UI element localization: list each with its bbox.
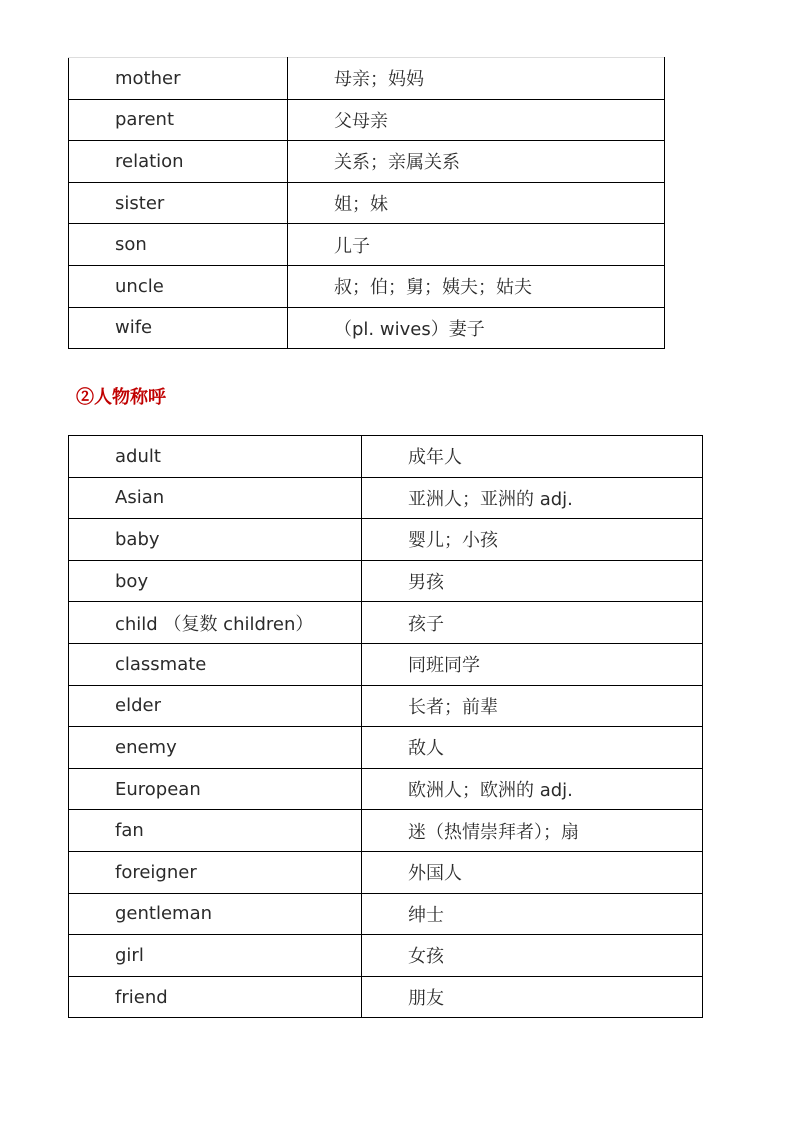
word-cell: parent [69,99,288,141]
meaning-cell: 孩子 [362,602,703,644]
meaning-cell: 女孩 [362,935,703,977]
table-row [69,810,703,852]
table-row [69,307,665,349]
word-cell: Asian [69,477,362,519]
table-row [69,560,703,602]
table-row [69,519,703,561]
meaning-cell: 亚洲人；亚洲的 adj. [362,477,703,519]
meaning-cell: 长者；前辈 [362,685,703,727]
table-row [69,99,665,141]
meaning-cell: 姐；妹 [288,182,665,224]
meaning-cell: 男孩 [362,560,703,602]
table-row [69,265,665,307]
word-cell: boy [69,560,362,602]
meaning-cell: 敌人 [362,727,703,769]
table-row [69,58,665,100]
meaning-cell: 外国人 [362,851,703,893]
word-cell: wife [69,307,288,349]
people-vocab-table [68,435,703,1018]
section-heading: ②人物称呼 [76,387,166,408]
word-cell: friend [69,976,362,1018]
table-row [69,602,703,644]
meaning-cell: 欧洲人；欧洲的 adj. [362,768,703,810]
word-cell: uncle [69,265,288,307]
meaning-cell: 绅士 [362,893,703,935]
word-cell: European [69,768,362,810]
meaning-cell: 朋友 [362,976,703,1018]
table-row [69,727,703,769]
word-cell: classmate [69,643,362,685]
table-row [69,893,703,935]
meaning-cell: 同班同学 [362,643,703,685]
word-cell: fan [69,810,362,852]
meaning-cell: 关系；亲属关系 [288,141,665,183]
table-row [69,141,665,183]
word-cell: foreigner [69,851,362,893]
meaning-cell: 叔；伯；舅；姨夫；姑夫 [288,265,665,307]
meaning-cell: 婴儿；小孩 [362,519,703,561]
family-vocab-table [68,57,665,349]
word-cell: son [69,224,288,266]
word-cell: relation [69,141,288,183]
meaning-cell: 母亲；妈妈 [288,58,665,100]
word-cell: gentleman [69,893,362,935]
meaning-cell: 成年人 [362,436,703,478]
table-row [69,477,703,519]
table-row [69,436,703,478]
word-cell: mother [69,58,288,100]
word-cell: elder [69,685,362,727]
word-cell: girl [69,935,362,977]
word-cell: sister [69,182,288,224]
meaning-cell: （pl. wives）妻子 [288,307,665,349]
word-cell: adult [69,436,362,478]
table-row [69,935,703,977]
meaning-cell: 迷（热情崇拜者）；扇 [362,810,703,852]
word-cell: enemy [69,727,362,769]
meaning-cell: 儿子 [288,224,665,266]
word-cell: child （复数 children） [69,602,362,644]
table-row [69,182,665,224]
word-cell: baby [69,519,362,561]
table-row [69,768,703,810]
table-row [69,851,703,893]
table-row [69,224,665,266]
table-row [69,643,703,685]
meaning-cell: 父母亲 [288,99,665,141]
table-row [69,976,703,1018]
table-row [69,685,703,727]
